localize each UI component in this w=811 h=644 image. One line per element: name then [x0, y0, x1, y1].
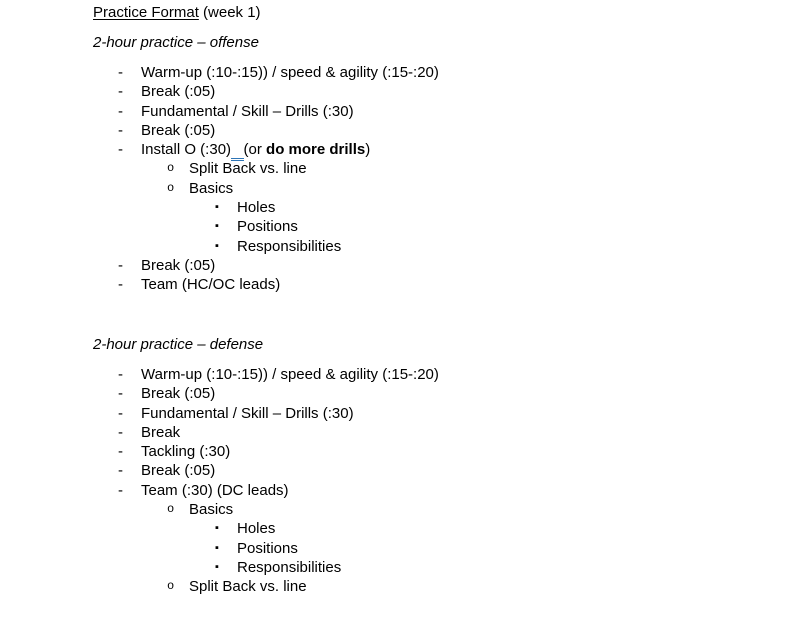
list-item-text: [141, 257, 215, 274]
list-item-text: [141, 141, 370, 161]
list-item-text: [141, 462, 215, 479]
bullet-circle-marker: o: [167, 161, 175, 176]
list-item-text: [237, 520, 275, 537]
bullet-dash-marker: -: [118, 404, 123, 422]
bold-text: do more drills: [266, 141, 366, 159]
bullet-dash-marker: -: [118, 121, 123, 139]
bullet-square-marker: ▪: [215, 239, 219, 252]
section-heading: 2-hour practice – defense: [93, 335, 264, 353]
list-item: [93, 577, 811, 596]
text-segment: Basics: [189, 500, 234, 518]
list-item: [93, 558, 811, 577]
text-segment: Team (HC/OC leads): [141, 276, 281, 294]
list-item-text: [189, 578, 307, 595]
list-item: [93, 63, 811, 82]
list-item: [93, 384, 811, 403]
practice-section: [93, 33, 811, 295]
text-segment: Break (:05): [141, 83, 216, 101]
list-item-text: [189, 501, 233, 518]
list-item-text: [141, 482, 289, 499]
list-item-text: [189, 180, 233, 197]
text-segment: Break (:05): [141, 121, 216, 139]
list-item-text: [141, 83, 215, 100]
bullet-list: [93, 365, 811, 597]
list-item: [93, 198, 811, 217]
text-segment: Basics: [189, 179, 234, 197]
list-item: [93, 442, 811, 461]
list-item-text: [237, 238, 341, 255]
list-item: [93, 159, 811, 178]
text-segment: Warm-up (:10-:15)) / speed & agility (:15-:20): [141, 365, 439, 383]
list-item: [93, 256, 811, 275]
bullet-list: [93, 63, 811, 295]
list-item: [93, 217, 811, 236]
bullet-dash-marker: -: [118, 443, 123, 461]
text-segment: Positions: [237, 218, 298, 236]
bullet-square-marker: ▪: [215, 201, 219, 214]
bullet-dash-marker: -: [118, 256, 123, 274]
list-item: [93, 461, 811, 480]
text-segment: Split Back vs. line: [189, 578, 307, 596]
text-segment: Break (:05): [141, 462, 216, 480]
bullet-circle-marker: o: [167, 501, 175, 516]
bullet-square-marker: ▪: [215, 560, 219, 573]
text-segment: Team (:30) (DC leads): [141, 481, 289, 499]
list-item-text: [141, 366, 439, 383]
text-segment: ): [365, 141, 371, 159]
list-item: [93, 365, 811, 384]
bullet-square-marker: ▪: [215, 522, 219, 535]
bullet-dash-marker: -: [118, 423, 123, 441]
bullet-dash-marker: -: [118, 83, 123, 101]
text-segment: Break: [141, 423, 181, 441]
list-item-text: [237, 559, 341, 576]
bullet-dash-marker: -: [118, 481, 123, 499]
text-segment: (or: [243, 141, 267, 159]
list-item: [93, 179, 811, 198]
list-item-text: [141, 64, 439, 81]
list-item: [93, 481, 811, 500]
document-sections: [93, 33, 811, 596]
grammar-check-mark: [231, 141, 244, 161]
bullet-dash-marker: -: [118, 102, 123, 120]
list-item: [93, 82, 811, 101]
bullet-dash-marker: -: [118, 365, 123, 383]
list-item: [93, 500, 811, 519]
bullet-dash-marker: -: [118, 276, 123, 294]
text-segment: Responsibilities: [237, 558, 342, 576]
section-heading: 2-hour practice – offense: [93, 33, 259, 51]
text-segment: Holes: [237, 199, 276, 217]
list-item: [93, 404, 811, 423]
list-item: [93, 539, 811, 558]
list-item: [93, 102, 811, 121]
text-segment: Holes: [237, 520, 276, 538]
bullet-dash-marker: -: [118, 63, 123, 81]
text-segment: Positions: [237, 539, 298, 557]
list-item-text: [189, 160, 307, 177]
document-title-suffix: (week 1): [198, 4, 261, 21]
list-item-text: [141, 424, 180, 441]
text-segment: Responsibilities: [237, 237, 342, 255]
list-item: [93, 519, 811, 538]
list-item: [93, 237, 811, 256]
text-segment: Break (:05): [141, 385, 216, 403]
text-segment: Split Back vs. line: [189, 160, 307, 178]
bullet-square-marker: ▪: [215, 541, 219, 554]
text-segment: Warm-up (:10-:15)) / speed & agility (:15-:20): [141, 63, 439, 81]
document-title: [93, 3, 811, 22]
bullet-dash-marker: -: [118, 141, 123, 159]
list-item-text: [141, 122, 215, 139]
bullet-square-marker: ▪: [215, 220, 219, 233]
text-segment: Break (:05): [141, 256, 216, 274]
text-segment: Tackling (:30): [141, 443, 231, 461]
document-title-main: Practice Format: [93, 4, 199, 21]
text-segment: Install O (:30): [141, 141, 232, 159]
list-item-text: [141, 276, 280, 293]
practice-section: [93, 335, 811, 597]
list-item-text: [237, 199, 275, 216]
bullet-dash-marker: -: [118, 462, 123, 480]
list-item-text: [141, 103, 354, 120]
list-item: [93, 140, 811, 159]
bullet-circle-marker: o: [167, 180, 175, 195]
text-segment: Fundamental / Skill – Drills (:30): [141, 102, 354, 120]
list-item-text: [141, 443, 230, 460]
list-item-text: [141, 385, 215, 402]
bullet-circle-marker: o: [167, 579, 175, 594]
list-item-text: [237, 540, 298, 557]
list-item: [93, 121, 811, 140]
list-item: [93, 423, 811, 442]
list-item-text: [141, 405, 354, 422]
list-item: [93, 275, 811, 294]
bullet-dash-marker: -: [118, 385, 123, 403]
text-segment: Fundamental / Skill – Drills (:30): [141, 404, 354, 422]
list-item-text: [237, 218, 298, 235]
